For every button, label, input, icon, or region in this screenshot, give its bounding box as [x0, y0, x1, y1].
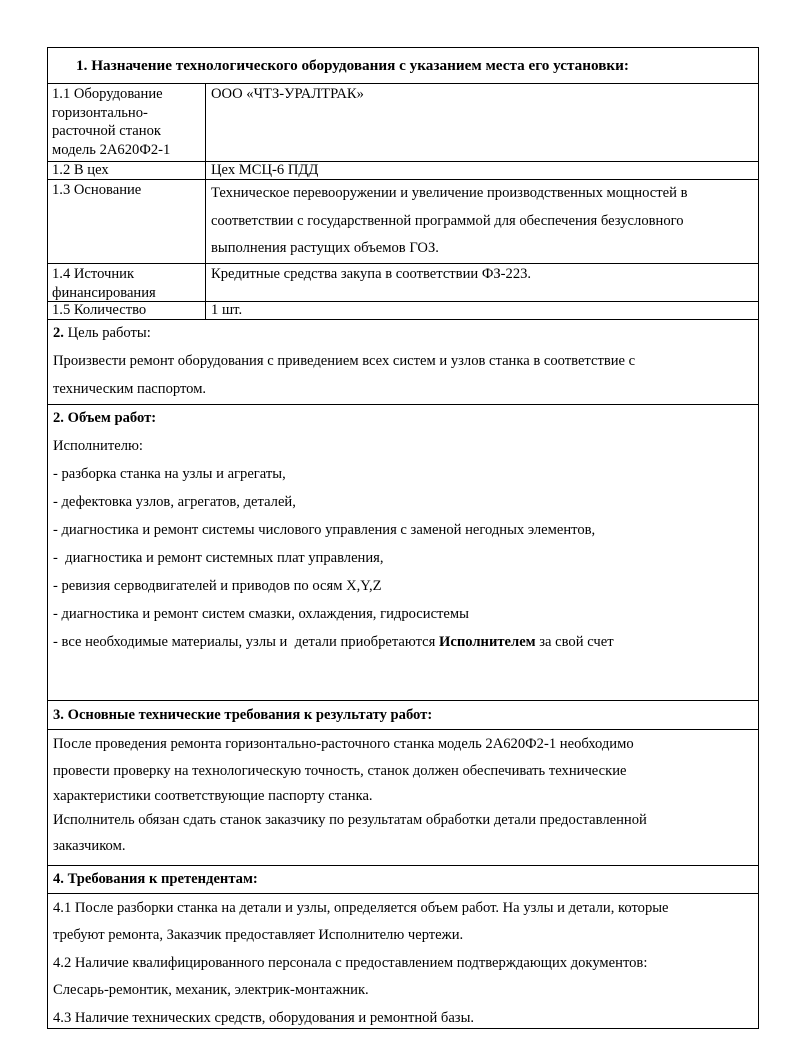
applicant-requirement-line: 4.1 После разборки станка на детали и узлы, определяется объем работ. На узлы и детали, которые: [53, 900, 669, 916]
funding-value: Кредитные средства закупа в соответствии ФЗ-223.: [211, 266, 532, 282]
basis-value: [206, 180, 758, 263]
applicant-requirement-line: 4.2 Наличие квалифицированного персонала с предоставлением подтверждающих документов:: [53, 954, 648, 971]
equipment-label: [48, 84, 206, 161]
scope-item: - разборка станка на узлы и агрегаты,: [53, 466, 286, 482]
section3-title: 3. Основные технические требования к результату работ:: [48, 700, 758, 729]
quantity-label: 1.5 Количество: [48, 302, 206, 319]
workshop-value: Цех МСЦ-6 ПДД: [211, 162, 319, 178]
label-line: модель 2А620Ф2-1: [52, 141, 171, 158]
label-line: 1.1 Оборудование: [52, 86, 163, 102]
section1-title: 1. Назначение технологического оборудования с указанием места его установки:: [76, 56, 629, 74]
row-workshop: [48, 161, 758, 179]
goal-number: 2.: [53, 325, 64, 341]
workshop-label: 1.2 В цех: [48, 162, 206, 179]
basis-line: выполнения растущих объемов ГОЗ.: [211, 240, 439, 256]
basis-line: Техническое перевооружении и увеличение производственных мощностей в: [211, 185, 688, 201]
scope-item: - диагностика и ремонт системы числового управления с заменой негодных элементов,: [53, 522, 596, 538]
applicant-requirement-line: 4.3 Наличие технических средств, оборудования и ремонтной базы.: [53, 1009, 475, 1026]
row-quantity: [48, 301, 758, 319]
label-line: 1.4 Источник: [52, 266, 135, 282]
requirement-line: заказчиком.: [53, 838, 126, 854]
label-line: финансирования: [52, 284, 156, 301]
scope-item: - ревизия серводвигателей и приводов по осям X,Y,Z: [53, 578, 382, 594]
funding-label: [48, 264, 206, 301]
row-equipment: [48, 83, 758, 161]
goal-title: Цель работы:: [63, 325, 151, 341]
technical-specification-table: [47, 47, 759, 1029]
section2-goal: [48, 319, 758, 404]
goal-line: Произвести ремонт оборудования с приведением всех систем и узлов станка в соответствие с: [53, 353, 636, 369]
goal-heading: [53, 320, 753, 347]
quantity-value: 1 шт.: [211, 302, 243, 318]
requirement-line: Исполнитель обязан сдать станок заказчику по результатам обработки детали предоставленной: [53, 812, 647, 828]
goal-line: техническим паспортом.: [53, 381, 207, 397]
section3-body: [48, 729, 758, 865]
scope-intro: Исполнителю:: [53, 438, 143, 454]
section4-body: [48, 893, 758, 1028]
requirement-line: характеристики соответствующие паспорту станка.: [53, 788, 373, 804]
scope-item: - диагностика и ремонт систем смазки, охлаждения, гидросистемы: [53, 606, 469, 622]
requirement-line: провести проверку на технологическую точность, станок должен обеспечивать технические: [53, 763, 627, 779]
row-basis: [48, 179, 758, 263]
section4-title: 4. Требования к претендентам:: [48, 865, 758, 893]
label-line: расточной станок: [52, 123, 161, 139]
label-line: горизонтально-: [52, 104, 148, 121]
scope-title: 2. Объем работ:: [53, 410, 157, 426]
equipment-value: ООО «ЧТЗ-УРАЛТРАК»: [211, 86, 364, 102]
scope-item: - дефектовка узлов, агрегатов, деталей,: [53, 494, 296, 510]
requirement-line: После проведения ремонта горизонтально-расточного станка модель 2А620Ф2-1 необходимо: [53, 736, 634, 752]
scope-item-suffix: за свой счет: [535, 634, 614, 650]
scope-item-bold: Исполнителем: [439, 634, 536, 650]
basis-line: соответствии с государственной программой для обеспечения безусловного: [211, 212, 684, 229]
row-funding: [48, 263, 758, 301]
basis-label: 1.3 Основание: [48, 180, 206, 263]
applicant-requirement-line: требуют ремонта, Заказчик предоставляет Исполнителю чертежи.: [53, 927, 464, 944]
applicant-requirement-line: Слесарь-ремонтик, механик, электрик-монтажник.: [53, 982, 369, 999]
scope-item: - диагностика и ремонт системных плат управления,: [53, 550, 384, 566]
scope-item-prefix: - все необходимые материалы, узлы и детали приобретаются: [53, 634, 440, 650]
section2-scope: [48, 404, 758, 700]
scope-item-materials: [53, 628, 753, 656]
